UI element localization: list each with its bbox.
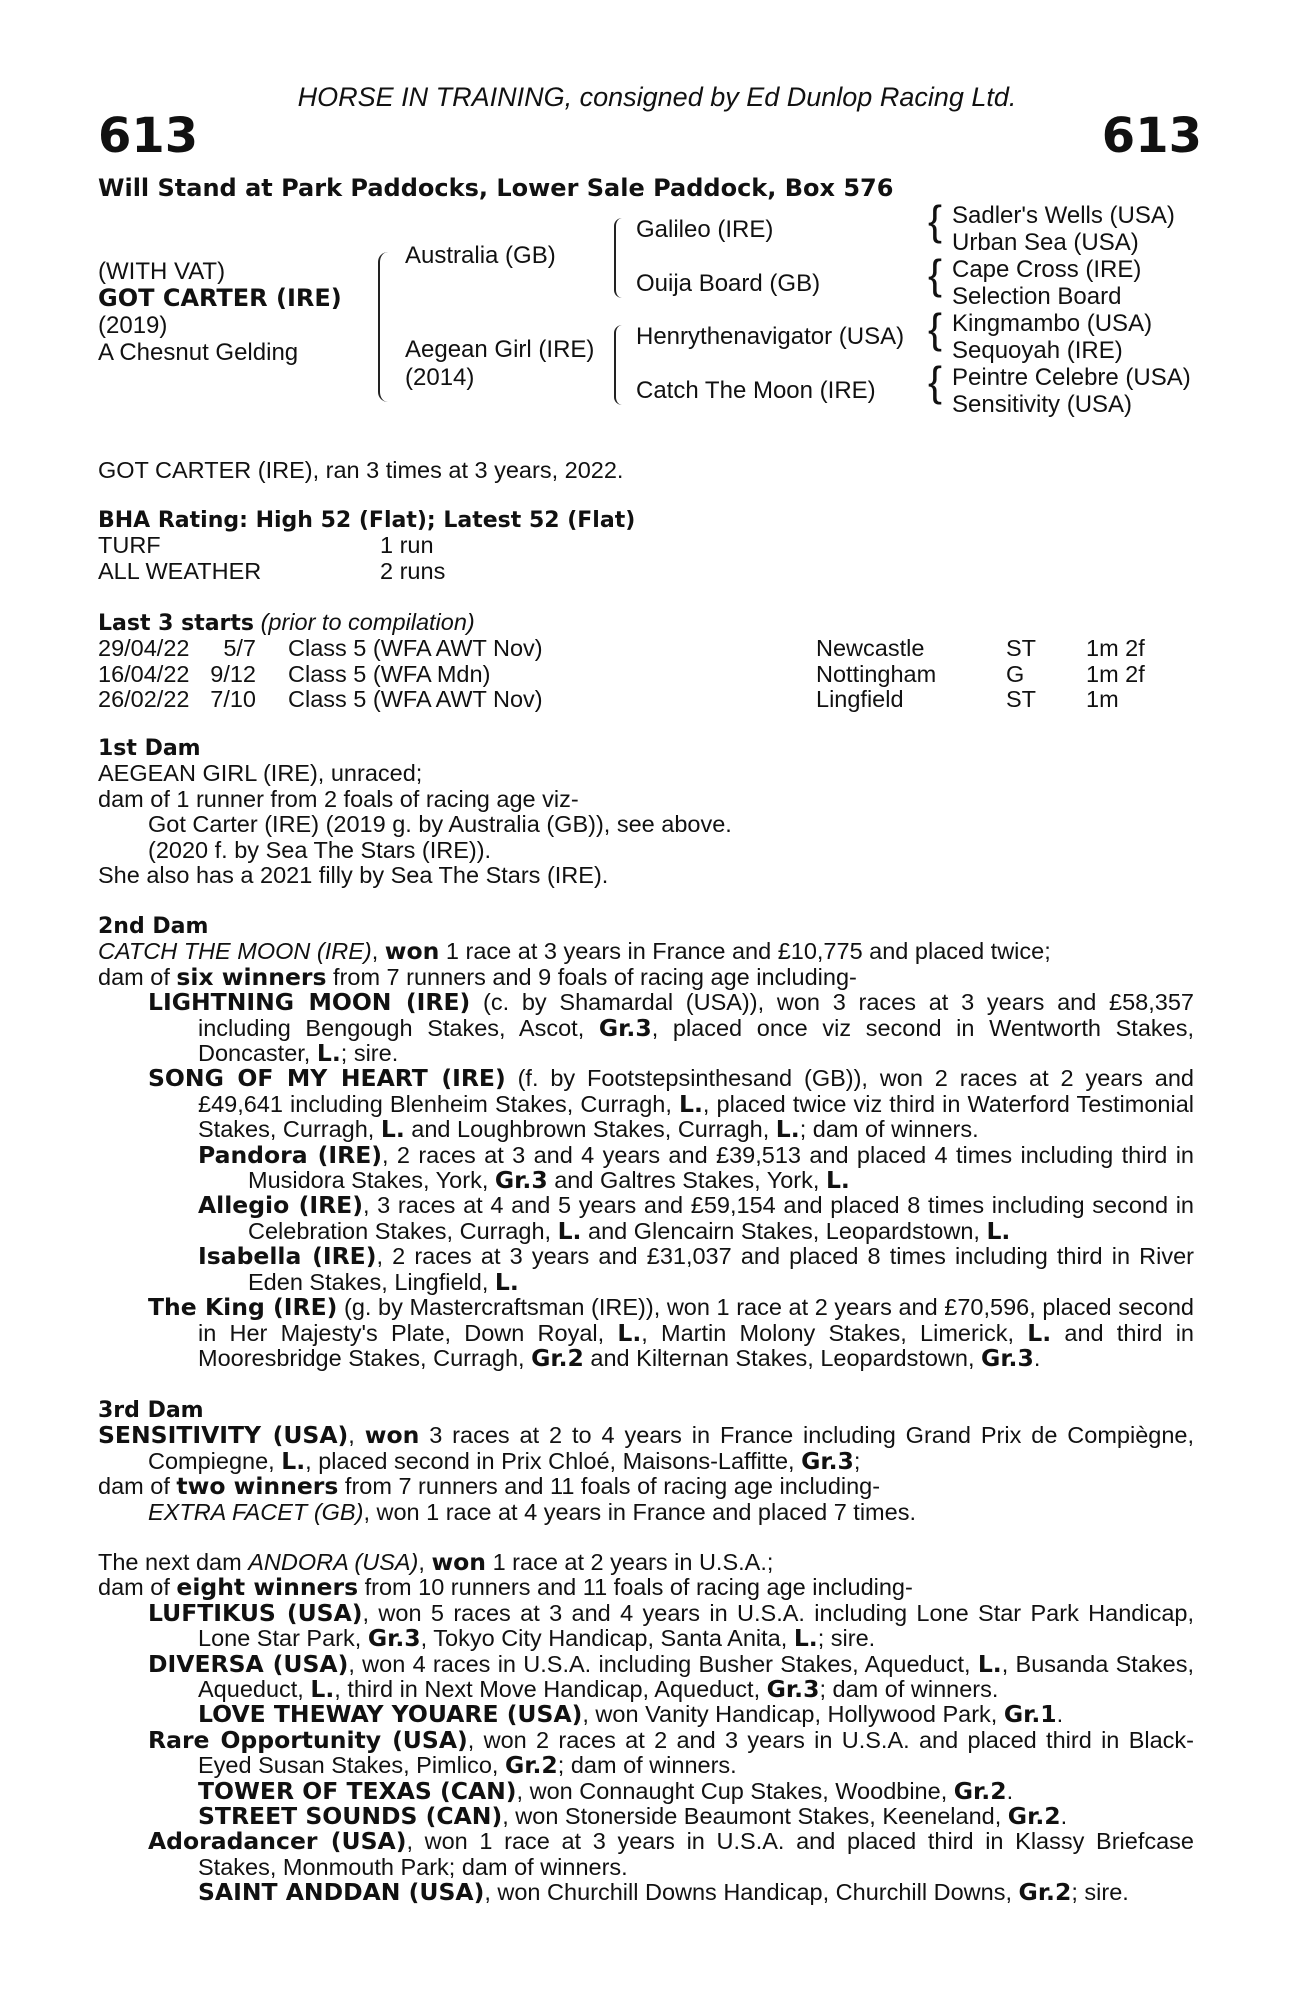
produce-text: ; dam of winners. xyxy=(819,1676,999,1703)
horse-name: GOT CARTER (IRE) xyxy=(98,284,342,312)
dam-record: ; xyxy=(853,1447,861,1474)
listed-label: L. xyxy=(825,1166,850,1195)
first-dam-produce: Got Carter (IRE) (2019 g. by Australia (GB)), see above. xyxy=(148,811,732,838)
start-distance: 1m 2f xyxy=(1086,635,1145,662)
produce-name: DIVERSA (USA) xyxy=(148,1649,349,1678)
pedigree-gen3-1: Galileo (IRE) xyxy=(636,216,774,243)
produce-text: , won 5 races at 3 and 4 years in U.S.A. including Lone Star Park Handicap, Lone Star Park, xyxy=(198,1599,1194,1652)
listed-label: L. xyxy=(986,1216,1011,1245)
listed-label: L. xyxy=(793,1624,818,1653)
rating-title: BHA Rating: High 52 (Flat); Latest 52 (Flat) xyxy=(98,508,636,533)
start-position: 5/7 xyxy=(223,635,256,662)
start-row xyxy=(98,687,1194,712)
produce-entry xyxy=(148,1829,1194,1880)
produce-name: Allegio (IRE) xyxy=(198,1191,363,1220)
produce-text: ; dam of winners. xyxy=(557,1752,737,1779)
starts-note: (prior to compilation) xyxy=(260,609,475,635)
first-dam-line: dam of 1 runner from 2 foals of racing age viz- xyxy=(98,785,579,812)
third-dam-line: SENSITIVITY (USA), won 3 races at 2 to 4 years in France including Grand Prix de Compiègne, Compiegne, L., placed second in Prix Chloé, Maisons-Laffitte, Gr.3; xyxy=(98,1421,1194,1475)
start-race: Class 5 (WFA Mdn) xyxy=(288,660,491,687)
dam-name: CATCH THE MOON (IRE) xyxy=(98,938,372,965)
produce-text: , placed once viz second in Wentworth Stakes, Doncaster, xyxy=(198,1014,1194,1067)
pedigree-gen4-1: Sadler's Wells (USA) xyxy=(952,202,1175,229)
lot-number-left: 613 xyxy=(98,108,199,164)
produce-name: STREET SOUNDS (CAN) xyxy=(198,1802,503,1831)
produce-text: . xyxy=(1006,1777,1014,1804)
listed-label: L. xyxy=(310,1675,335,1704)
start-position: 9/12 xyxy=(210,660,256,687)
fourth-dam-section xyxy=(98,1550,1194,1906)
consignor-line: HORSE IN TRAINING, consigned by Ed Dunlop Racing Ltd. xyxy=(297,82,1017,112)
listed-label: L. xyxy=(494,1267,519,1296)
dam-name: ANDORA (USA) xyxy=(248,1549,419,1575)
second-dam-section xyxy=(98,914,1194,1371)
pedigree-gen4-2: Urban Sea (USA) xyxy=(952,229,1139,256)
produce-name: Isabella (IRE) xyxy=(198,1242,377,1271)
runs-count: 2 runs xyxy=(380,557,446,584)
dam-name: SENSITIVITY (USA) xyxy=(98,1421,349,1450)
grade-label: Gr.2 xyxy=(1007,1802,1061,1831)
dam-record: 3 races at 2 to 4 years in France including Grand Prix de Compiègne, Compiegne, xyxy=(148,1422,1194,1474)
grade-label: Gr.3 xyxy=(981,1343,1034,1372)
pedigree-dam: Aegean Girl (IRE) xyxy=(405,336,595,363)
start-date: 26/02/22 xyxy=(98,686,190,713)
listed-label: L. xyxy=(617,1318,642,1347)
produce-entry xyxy=(148,1066,1194,1142)
produce-text: . xyxy=(1056,1701,1064,1728)
listed-label: L. xyxy=(678,1089,703,1118)
dam-record: from 10 runners and 11 foals of racing age including- xyxy=(358,1574,913,1601)
surface-label: TURF xyxy=(98,532,161,559)
start-position: 7/10 xyxy=(210,686,256,713)
produce-text: . xyxy=(1060,1803,1068,1830)
produce-entry xyxy=(148,1295,1194,1371)
lot-number-right: 613 xyxy=(1101,108,1202,164)
produce-name: LIGHTNING MOON (IRE) xyxy=(148,988,471,1017)
produce-entry xyxy=(198,1804,1194,1829)
starts-title: Last 3 starts xyxy=(98,611,255,636)
rating-row xyxy=(98,559,1194,584)
pedigree-gen4-4: Selection Board xyxy=(952,283,1122,310)
start-date: 29/04/22 xyxy=(98,635,190,662)
produce-text: , won Vanity Handicap, Hollywood Park, xyxy=(582,1701,1004,1728)
produce-text: , Tokyo City Handicap, Santa Anita, xyxy=(420,1625,794,1652)
grade-label: Gr.3 xyxy=(367,1624,421,1653)
dam-of-label: dam of xyxy=(98,1473,177,1500)
start-race: Class 5 (WFA AWT Nov) xyxy=(288,686,543,713)
produce-text: , won 2 races at 2 and 3 years in U.S.A. and placed third in Black-Eyed Susan Stakes, Pimlico, xyxy=(198,1726,1194,1779)
grade-label: Gr.3 xyxy=(598,1013,652,1042)
grade-label: Gr.2 xyxy=(504,1751,558,1780)
grade-label: Gr.1 xyxy=(1003,1700,1057,1729)
produce-text: and Galtres Stakes, York, xyxy=(547,1167,826,1194)
first-dam-line: AEGEAN GIRL (IRE), unraced; xyxy=(98,760,423,787)
start-going: ST xyxy=(1006,635,1037,662)
won-label: won xyxy=(431,1548,487,1576)
third-dam-title: 3rd Dam xyxy=(98,1398,204,1423)
grade-label: Gr.3 xyxy=(801,1446,854,1475)
produce-entry xyxy=(148,1598,1194,1653)
pedigree-gen4-3: Cape Cross (IRE) xyxy=(952,256,1142,283)
summary-text: GOT CARTER (IRE), ran 3 times at 3 years, 2022. xyxy=(98,457,624,483)
dam-of-label: dam of xyxy=(98,963,177,990)
pedigree-brace: { xyxy=(928,197,943,244)
start-date: 16/04/22 xyxy=(98,660,190,687)
grade-label: Gr.3 xyxy=(494,1166,548,1195)
produce-text: , Busanda Stakes, Aqueduct, xyxy=(198,1650,1194,1703)
third-dam-section xyxy=(98,1398,1194,1525)
start-course: Lingfield xyxy=(816,686,904,713)
produce-text: , 3 races at 4 and 5 years and £59,154 and placed 8 times including second in Celebration Stakes, Curragh, xyxy=(248,1192,1194,1244)
pedigree-gen3-3: Henrythenavigator (USA) xyxy=(636,323,905,350)
rating-row xyxy=(98,533,1194,558)
produce-entry xyxy=(148,1725,1194,1780)
won-label: won xyxy=(364,1421,420,1450)
listed-label: L. xyxy=(281,1446,306,1475)
produce-text: ; sire. xyxy=(1071,1879,1129,1906)
first-dam-line: She also has a 2021 filly by Sea The Stars (IRE). xyxy=(98,862,609,889)
pedigree-brace: { xyxy=(928,305,943,352)
produce-entry xyxy=(198,1702,1194,1727)
produce-entry xyxy=(198,1776,1194,1805)
winners-count: eight winners xyxy=(176,1573,359,1602)
produce-text: . xyxy=(1033,1344,1041,1371)
produce-text: , 2 races at 3 and 4 years and £39,513 and placed 4 times including third in Musidora Stakes, York, xyxy=(248,1141,1194,1194)
produce-text: , won Connaught Cup Stakes, Woodbine, xyxy=(516,1777,954,1804)
produce-entry xyxy=(148,990,1194,1066)
winners-count: two winners xyxy=(176,1472,339,1501)
grade-label: Gr.2 xyxy=(953,1776,1007,1805)
produce-name: LOVE THEWAY YOUARE (USA) xyxy=(198,1700,583,1729)
dam-record: 1 race at 2 years in U.S.A.; xyxy=(486,1549,774,1575)
grade-label: Gr.2 xyxy=(1018,1878,1072,1907)
pedigree-gen4-5: Kingmambo (USA) xyxy=(952,310,1153,337)
pedigree-gen3-4: Catch The Moon (IRE) xyxy=(636,377,876,404)
pedigree-gen3-2: Ouija Board (GB) xyxy=(636,270,821,297)
second-dam-title: 2nd Dam xyxy=(98,914,209,939)
produce-text: , placed twice viz third in Waterford Testimonial Stakes, Curragh, xyxy=(198,1090,1195,1143)
produce-text: and third in Mooresbridge Stakes, Curragh, xyxy=(198,1319,1194,1371)
produce-text: ; sire. xyxy=(340,1040,399,1067)
produce-name: LUFTIKUS (USA) xyxy=(148,1598,363,1627)
second-dam-line: CATCH THE MOON (IRE), won 1 race at 3 years in France and £10,775 and placed twice; xyxy=(98,937,1051,966)
produce-text: and Kilternan Stakes, Leopardstown, xyxy=(583,1344,982,1371)
produce-name: The King (IRE) xyxy=(148,1293,338,1322)
produce-text: (c. by Shamardal (USA)), won 3 races at 3 years and £58,357 including Bengough Stakes, Ascot, xyxy=(198,989,1194,1041)
pedigree-dam-year: (2014) xyxy=(405,364,475,391)
dam-record: from 7 runners and 9 foals of racing age including- xyxy=(326,963,857,990)
produce-text: , won Churchill Downs Handicap, Churchill Downs, xyxy=(484,1879,1019,1906)
produce-text: , won 1 race at 3 years in U.S.A. and placed third in Klassy Briefcase Stakes, Monmouth Park; dam of winners. xyxy=(198,1828,1194,1880)
horse-year: (2019) xyxy=(98,312,168,339)
produce-name: Rare Opportunity (USA) xyxy=(148,1725,468,1754)
produce-text: , Martin Molony Stakes, Limerick, xyxy=(641,1319,1028,1346)
listed-label: L. xyxy=(380,1115,405,1144)
produce-text: (g. by Mastercraftsman (IRE)), won 1 race at 2 years and £70,596, placed second in Her Majesty's Plate, Down Royal, xyxy=(198,1294,1194,1346)
produce-name: TOWER OF TEXAS (CAN) xyxy=(198,1776,517,1805)
last-starts-section xyxy=(98,610,1194,713)
start-going: ST xyxy=(1006,686,1037,713)
produce-text: , third in Next Move Handicap, Aqueduct, xyxy=(334,1676,767,1703)
second-dam-line xyxy=(98,962,1194,991)
rating-section xyxy=(98,508,1194,584)
produce-entry xyxy=(198,1244,1194,1295)
first-dam-section xyxy=(98,736,1194,888)
produce-text: and Glencairn Stakes, Leopardstown, xyxy=(581,1217,987,1244)
start-race: Class 5 (WFA AWT Nov) xyxy=(288,635,543,662)
produce-text: , won 4 races in U.S.A. including Busher Stakes, Aqueduct, xyxy=(348,1650,978,1677)
produce-name: SAINT ANDDAN (USA) xyxy=(198,1878,485,1907)
pedigree-brace: { xyxy=(928,358,943,405)
produce-name: SONG OF MY HEART (IRE) xyxy=(148,1064,506,1093)
produce-name: Adoradancer (USA) xyxy=(148,1827,407,1856)
listed-label: L. xyxy=(775,1115,800,1144)
pedigree-brace xyxy=(614,325,624,405)
pedigree-gen4-6: Sequoyah (IRE) xyxy=(952,337,1123,364)
third-dam-line xyxy=(98,1474,1194,1499)
dam-record: 1 race at 3 years in France and £10,775 and placed twice; xyxy=(439,938,1051,965)
produce-text: , 2 races at 3 years and £31,037 and placed 8 times including third in River Eden Stakes, Lingfield, xyxy=(248,1243,1194,1295)
runs-count: 1 run xyxy=(380,532,434,559)
surface-label: ALL WEATHER xyxy=(98,557,262,584)
pedigree-sire: Australia (GB) xyxy=(405,242,556,269)
produce-name: Pandora (IRE) xyxy=(198,1140,382,1169)
first-dam-produce: (2020 f. by Sea The Stars (IRE)). xyxy=(148,836,492,863)
produce-text: , won Stonerside Beaumont Stakes, Keeneland, xyxy=(502,1803,1008,1830)
produce-text: (f. by Footstepsinthesand (GB)), won 2 races at 2 years and £49,641 including Blenheim Stakes, Curragh, xyxy=(198,1065,1194,1117)
fourth-dam-line: The next dam ANDORA (USA), won 1 race at 2 years in U.S.A.; xyxy=(98,1548,774,1576)
produce-entry xyxy=(198,1193,1194,1244)
pedigree-brace: { xyxy=(928,251,943,298)
horse-description: A Chesnut Gelding xyxy=(98,339,299,366)
produce-entry xyxy=(198,1880,1194,1905)
first-dam-title: 1st Dam xyxy=(98,736,201,761)
start-distance: 1m 2f xyxy=(1086,660,1145,687)
dam-of-label: dam of xyxy=(98,1574,177,1601)
start-course: Newcastle xyxy=(816,635,925,662)
listed-label: L. xyxy=(977,1649,1002,1678)
pedigree-gen4-7: Peintre Celebre (USA) xyxy=(952,364,1191,391)
produce-name: EXTRA FACET (GB) xyxy=(148,1498,364,1525)
produce-text: ; dam of winners. xyxy=(799,1116,979,1143)
produce-text: ; sire. xyxy=(817,1625,876,1652)
produce-entry xyxy=(198,1140,1194,1195)
grade-label: Gr.3 xyxy=(766,1675,820,1704)
listed-label: L. xyxy=(1027,1318,1052,1347)
start-course: Nottingham xyxy=(816,660,937,687)
grade-label: Gr.2 xyxy=(531,1343,584,1372)
start-row xyxy=(98,662,1194,687)
pedigree-gen4-8: Sensitivity (USA) xyxy=(952,391,1133,418)
start-distance: 1m xyxy=(1086,686,1119,713)
winners-count: six winners xyxy=(176,962,327,991)
produce-text: and Loughbrown Stakes, Curragh, xyxy=(404,1116,776,1143)
pedigree-brace xyxy=(614,218,624,298)
produce-entry xyxy=(148,1649,1194,1704)
start-going: G xyxy=(1006,660,1025,687)
produce-entry xyxy=(98,1500,1194,1525)
stabling-location: Will Stand at Park Paddocks, Lower Sale Paddock, Box 576 xyxy=(98,174,894,202)
start-row xyxy=(98,636,1194,661)
dam-record: , placed second in Prix Chloé, Maisons-Laffitte, xyxy=(305,1447,802,1474)
dam-record: from 7 runners and 11 foals of racing age including- xyxy=(338,1473,881,1500)
won-label: won xyxy=(384,937,440,966)
produce-text: , won 1 race at 4 years in France and placed 7 times. xyxy=(363,1498,916,1525)
race-summary xyxy=(98,458,1194,483)
listed-label: L. xyxy=(557,1216,582,1245)
fourth-dam-line xyxy=(98,1575,1194,1600)
listed-label: L. xyxy=(316,1039,341,1068)
vat-status: (WITH VAT) xyxy=(98,258,226,285)
pedigree-brace xyxy=(378,252,390,402)
horse-details xyxy=(98,258,342,366)
dam-intro: The next dam xyxy=(98,1549,249,1575)
